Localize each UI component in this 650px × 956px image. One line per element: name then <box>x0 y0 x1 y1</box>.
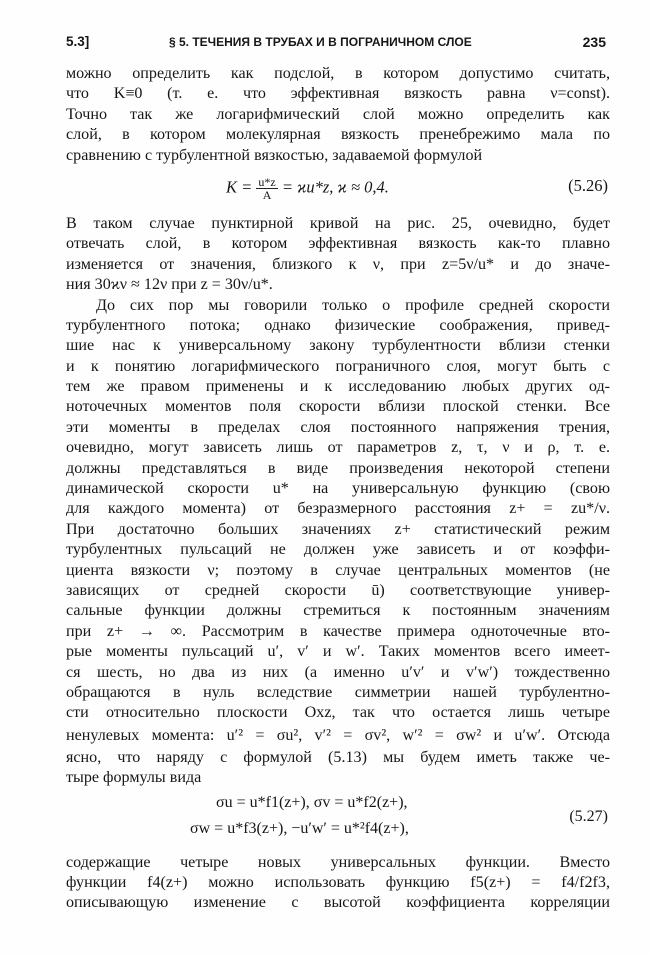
paragraph-2 <box>66 214 610 296</box>
fraction-numerator: u*z <box>258 174 276 189</box>
equation-body <box>226 176 389 201</box>
equation-number: (5.26) <box>568 175 608 195</box>
text-line: рые моменты пульсаций u′, v′ и w′. Таких моментов всего имеет- <box>66 643 610 661</box>
text-line: можно определить как подслой, в котором допустимо считать, <box>66 65 610 82</box>
equation-line-1: σu = u*f1(z+), σv = u*f2(z+), <box>216 793 408 811</box>
text-line: турбулентных пульсаций не должен уже зависеть и от коэффи- <box>66 541 610 559</box>
equation-lhs: K = <box>226 177 257 197</box>
text-line: турбулентного потока; однако физические соображения, привед- <box>66 316 610 334</box>
chapter-title: § 5. ТЕЧЕНИЯ В ТРУБАХ И В ПОГРАНИЧНОМ СЛОЕ <box>169 35 472 49</box>
text-line: При достаточно больших значениях z+ статистический режим <box>66 520 610 538</box>
text-line: До сих пор мы говорили только о профиле средней скорости <box>96 296 610 314</box>
text-line: что K≡0 (т. е. что эффективная вязкость равна ν=const). <box>66 85 610 103</box>
text-line: изменяется от значения, близкого к ν, при z=5ν/u* и до значе- <box>66 255 610 273</box>
paragraph-1 <box>66 64 610 166</box>
text-line: эти моменты в пределах слоя постоянного напряжения трения, <box>66 418 610 436</box>
text-line: обращаются в нуль вследствие симметрии нашей турбулентно- <box>66 683 610 701</box>
text-line: слой, в котором молекулярная вязкость пренебрежимо мала по <box>66 126 610 144</box>
text-line: сти относительно плоскости Oxz, так что остается лишь четыре <box>66 704 610 722</box>
text-line: ния 30ϰν ≈ 12ν при z = 30ν/u*. <box>66 276 273 294</box>
text-line: тем же правом применены и к исследованию любых других од- <box>66 378 610 396</box>
paragraph-4 <box>66 853 610 914</box>
text-line: сравнению с турбулентной вязкостью, задаваемой формулой <box>66 146 483 164</box>
section-number: 5.3] <box>66 34 90 49</box>
text-line: циента вязкости ν; поэтому в случае центральных моментов (не <box>66 561 610 579</box>
equation-5-26 <box>66 166 610 214</box>
page-body <box>66 64 610 914</box>
text-line: при z+ → ∞. Рассмотрим в качестве примера одноточечные вто- <box>66 622 610 640</box>
paragraph-3 <box>66 296 610 789</box>
text-line: зависящих от средней скорости ū) соответствующие универ- <box>66 581 610 599</box>
text-line: шие нас к универсальному закону турбулентности вблизи стенки <box>66 337 610 355</box>
text-line: очевидно, могут зависеть лишь от параметров z, τ, ν и ρ, т. е. <box>66 439 610 457</box>
running-header <box>66 34 606 56</box>
text-line: ся шесть, но два из них (а именно u′v′ и v′w′) тождественно <box>66 663 610 681</box>
page-number: 235 <box>582 34 606 50</box>
fraction <box>256 176 277 201</box>
text-line: ясно, что наряду с формулой (5.13) мы будем иметь также че- <box>66 748 610 766</box>
text-line: должны представляться в виде произведения некоторой степени <box>66 459 610 477</box>
equation-number: (5.27) <box>569 807 608 825</box>
equation-rhs: = ϰu*z, ϰ ≈ 0,4. <box>277 177 389 197</box>
text-line: описывающую изменение с высотой коэффициента корреляции <box>66 894 610 912</box>
text-line: сальные функции должны стремиться к постоянным значениям <box>66 602 610 620</box>
text-line: для каждого момента) от безразмерного расстояния z+ = zu*/ν. <box>66 500 610 518</box>
text-line: динамической скорости u* на универсальную функцию (свою <box>66 480 610 498</box>
text-line: Точно так же логарифмический слой можно определить как <box>66 105 610 123</box>
equation-line-2: σw = u*f3(z+), −u′w′ = u*²f4(z+), <box>190 819 409 837</box>
equation-5-27 <box>66 789 610 853</box>
text-line: и к понятию логарифмического пограничного слоя, могут быть с <box>66 357 610 375</box>
text-line: В таком случае пунктирной кривой на рис. 25, очевидно, будет <box>66 214 610 232</box>
text-line: отвечать слой, в котором эффективная вязкость как-то плавно <box>66 235 610 253</box>
text-line: функции f4(z+) можно использовать функцию f5(z+) = f4/f2f3, <box>66 873 610 891</box>
text-line: содержащие четыре новых универсальных функции. Вместо <box>66 853 610 871</box>
text-line: ненулевых момента: u′² = σu², v′² = σv², w′² = σw² и u′w′. Отсюда <box>66 726 610 744</box>
fraction-denominator: A <box>262 187 272 202</box>
text-line: ноточечных моментов поля скорости вблизи плоской стенки. Все <box>66 398 610 416</box>
text-line: тыре формулы вида <box>66 769 202 787</box>
